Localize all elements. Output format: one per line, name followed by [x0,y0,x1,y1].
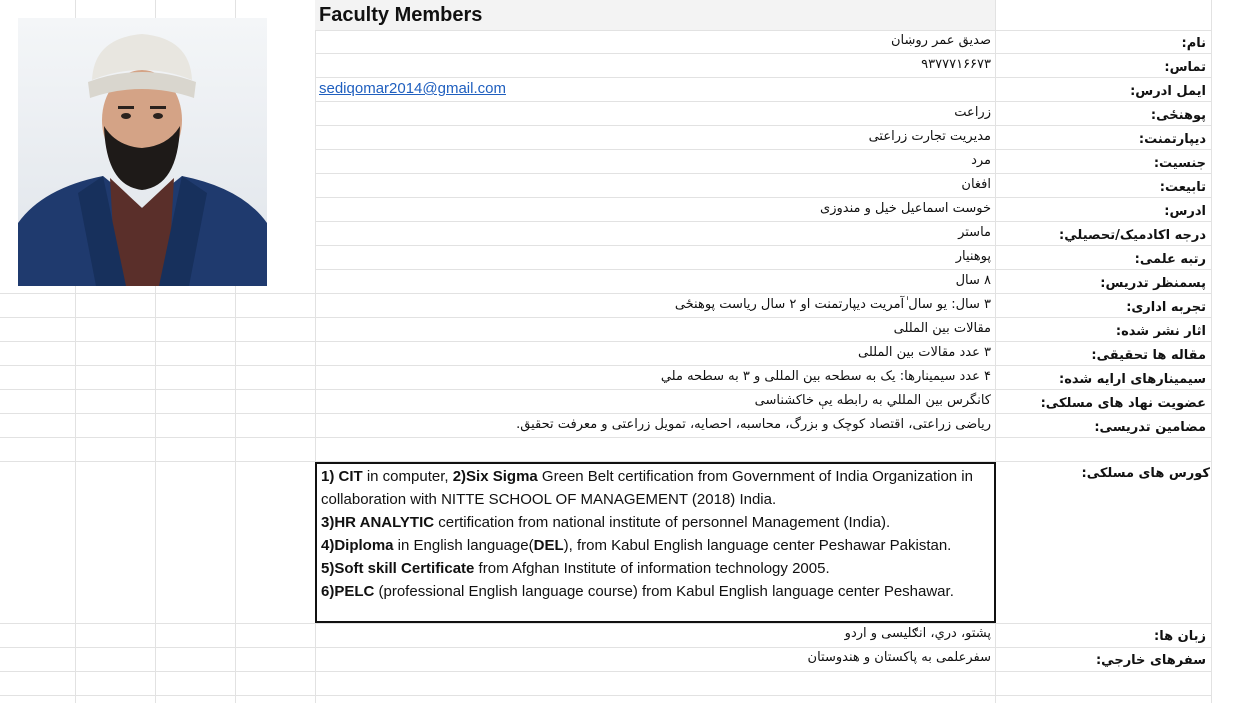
field-label: ادرس: [1164,204,1206,219]
profile-row [315,246,1210,270]
course-item-bold: DEL [533,537,564,554]
profile-row [315,647,1210,671]
profile-row [315,414,1210,438]
field-label: درجه اکادمیک/تحصیلي: [1059,228,1206,243]
field-value: پشتو، دري، انګلیسی و اردو [844,626,991,641]
field-value: ۳ سال: یو سال ٰآمریت دیپارتمنت او ۲ سال ریاست پوهنځی [674,297,991,312]
course-item-bold: 2)Six Sigma [452,468,538,485]
field-label: تابیعت: [1159,180,1206,195]
course-item-text: Green Belt certification from Government of India Organization in collaboration with NITTE SCHOOL OF MANAGEMENT (2018) India. [321,468,973,508]
field-value: سفرعلمی به پاکستان و هندوستان [807,650,991,665]
field-label: اثار نشر شده: [1115,324,1206,339]
field-label: نام: [1181,36,1206,51]
profile-row [315,366,1210,390]
field-label: پوهنځی: [1150,108,1206,123]
field-value: افغان [961,177,991,192]
grid-line [0,671,1211,672]
field-label: سیمینارهای ارایه شده: [1059,372,1206,387]
profile-row [315,623,1210,647]
course-item-text: ), from Kabul English language center Peshawar Pakistan. [563,537,952,554]
course-item-bold: 4)Diploma [321,537,394,554]
profile-row [315,294,1210,318]
field-label-courses: کورس های مسلکی: [1081,466,1210,481]
field-value: صديق عمر روښان [891,33,991,48]
field-label: مقاله ها تحقیقی: [1091,348,1206,363]
profile-row [315,198,1210,222]
course-item-bold: 1) CIT [321,468,363,485]
course-item-text: from Afghan Institute of information technology 2005. [474,560,830,577]
field-label: دیپارتمنت: [1138,132,1206,147]
page-title: Faculty Members [315,0,995,30]
profile-row [315,102,1210,126]
profile-photo [18,18,267,286]
profile-row [315,342,1210,366]
profile-row [315,54,1210,78]
course-item-text: in computer, [362,468,453,485]
course-item [321,580,990,603]
profile-row [315,222,1210,246]
field-value: ریاضی زراعتی، اقتصاد کوچک و بزرگ، محاسبه، احصایه، تمویل زراعتی و معرفت تحقیق. [516,417,991,432]
course-item-bold: 6)PELC [321,583,375,600]
profile-row [315,30,1210,54]
course-item-bold: 3)HR ANALYTIC [321,514,435,531]
course-item [321,557,990,580]
email-link[interactable]: sediqomar2014@gmail.com [319,80,506,97]
field-value: مقالات بین المللی [893,321,991,336]
field-value: خوست اسماعیل خیل و مندوزی [820,201,991,216]
field-label: تماس: [1164,60,1206,75]
course-item-bold: 5)Soft skill Certificate [321,560,475,577]
field-label: جنسیت: [1153,156,1206,171]
field-label: پسمنظر تدریس: [1100,276,1206,291]
field-label: زبان ها: [1154,629,1206,644]
field-label: مضامین تدریسی: [1094,420,1206,435]
profile-row [315,78,1210,102]
grid-line [0,695,1211,696]
field-value: ۳ عدد مقالات بین المللی [857,345,991,360]
field-value: ماستر [958,225,991,240]
professional-courses-box [315,462,996,623]
course-item-text: (professional English language course) from Kabul English language center Peshawar. [374,583,954,600]
profile-row [315,174,1210,198]
field-value: پوهنیار [955,249,991,264]
profile-row [315,150,1210,174]
field-value: ۸ سال [955,273,991,288]
field-label: عضویت نهاد های مسلکی: [1040,396,1206,411]
field-value: مدیریت تجارت زراعتی [868,129,991,144]
course-item-text: in English language( [393,537,534,554]
course-item [321,534,990,557]
course-item-text: certification from national institute of personnel Management (India). [434,514,891,531]
course-item [321,465,990,511]
field-value: مرد [971,153,991,168]
field-value: کانگرس بین المللي به رابطه يې خاکشناسی [754,393,991,408]
course-item [321,511,990,534]
profile-row [315,318,1210,342]
field-value: زراعت [954,105,991,120]
grid-line [1211,0,1212,703]
profile-row [315,126,1210,150]
field-label: سفرهای خارجي: [1095,653,1206,668]
field-label: تجربه اداری: [1126,300,1206,315]
field-value: ۹۳۷۷۷۱۶۶۷۳ [921,57,991,72]
field-label: رتبه علمی: [1134,252,1206,267]
field-label: ایمل ادرس: [1130,84,1206,99]
profile-row [315,270,1210,294]
profile-row [315,390,1210,414]
field-value: ۴ عدد سیمینارها: یک به سطحه بین المللی و ۳ به سطحه ملي [660,369,991,384]
